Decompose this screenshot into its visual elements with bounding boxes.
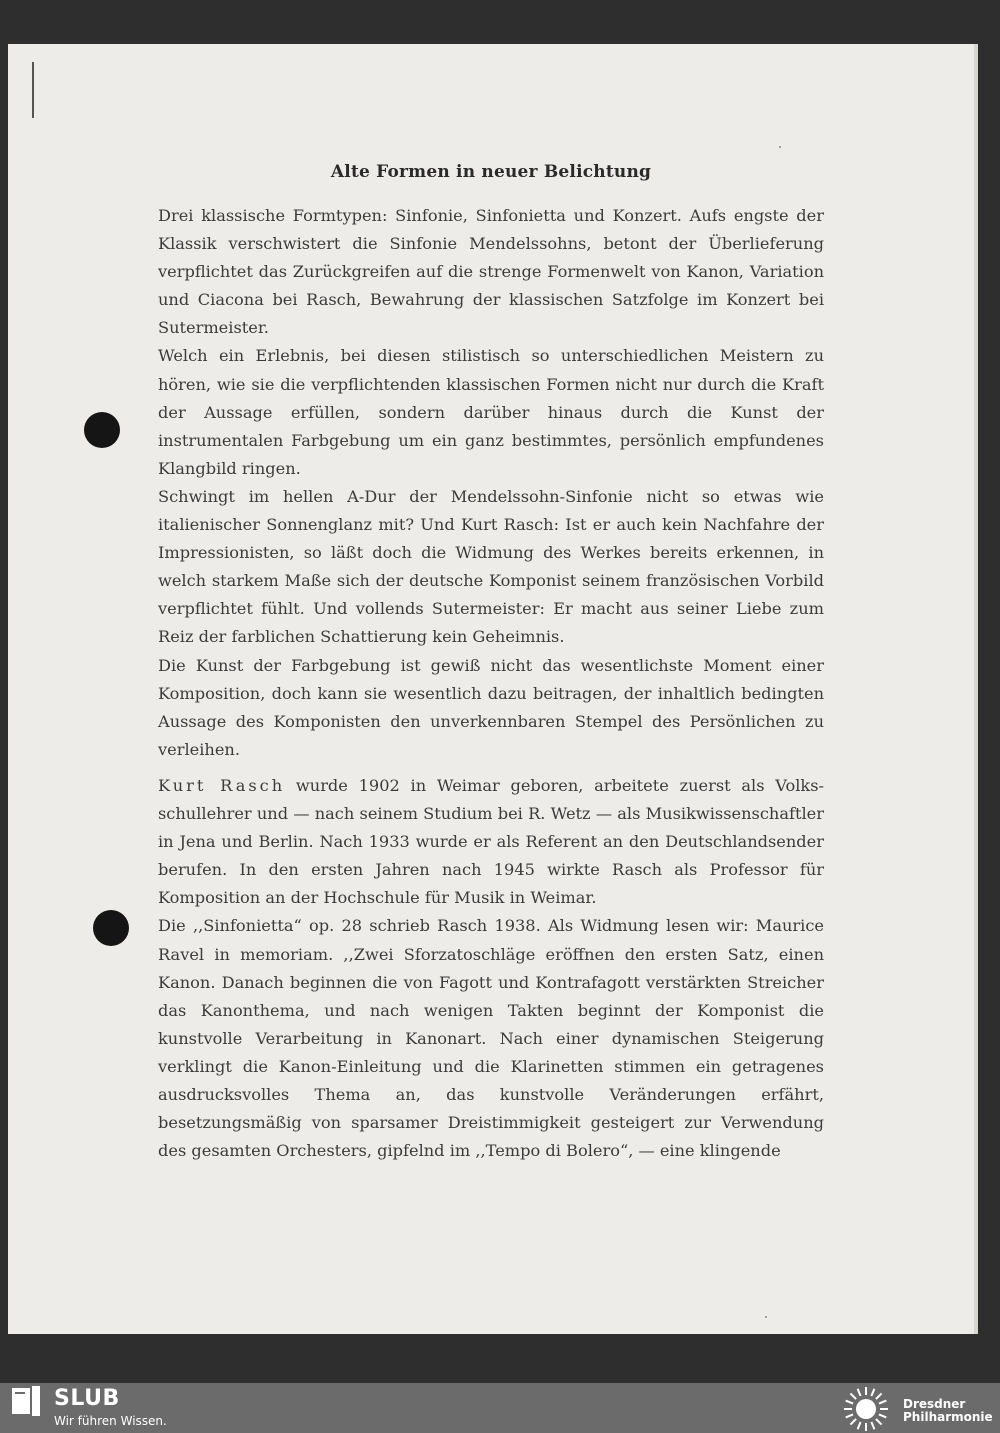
punch-hole-top — [84, 412, 120, 448]
slub-book-icon — [12, 1386, 40, 1416]
rasch-bio-text: wurde 1902 in Weimar geboren, arbeitete zuerst als Volksschullehrer und — nach seinem Studium bei R. Wetz — als Musikwissenschaftler in Jena und Berlin. Nach 1933 wurde er als Referent an den Deutschlandsender berufen. In den ersten Jahren nach 1945 wirkte Rasch als Professor für Komposition an der Hochschule für Musik in Weimar. — [158, 776, 825, 908]
punch-hole-bottom — [93, 910, 129, 946]
intro-text-block — [158, 202, 824, 764]
paragraph-rasch-bio — [158, 772, 824, 912]
philharmonie-sun-icon — [842, 1385, 890, 1433]
paragraph-sinfonietta: Die ,,Sinfonietta“ op. 28 schrieb Rasch 1938. Als Widmung lesen wir: Maurice Ravel in memoriam. ,,Zwei Sforzatoschläge eröffnen den ersten Satz, einen Kanon. Danach beginnen die von Fagott und Kontrafagott verstärkten Streicher das Kanonthema, und nach wenigen Takten beginnt der Komponist die kunstvolle Verarbeitung in Kanonart. Nach einer dynamischen Steigerung verklingt die Kanon-Einleitung und die Klarinetten stimmen ein getragenes ausdrucksvolles Thema an, das kunstvolle Veränderungen erfährt, besetzungsmäßig von sparsamer Dreistimmigkeit gesteigert zur Verwendung des gesamten Orchesters, gipfelnd im ,,Tempo di Bolero“, — eine klingende — [158, 916, 824, 1161]
page-title: Alte Formen in neuer Belichtung — [330, 162, 652, 182]
paragraph-erlebnis: Welch ein Erlebnis, bei diesen stilistisch so unterschiedlichen Meistern zu hören, wie sie die verpflichtenden klassischen Formen nicht nur durch die Kraft der Aussage erfüllen, sondern darüber hinaus durch die Kunst der instrumentalen Farbgebung um ein ganz bestimmtes, persönlich empfundenes Klangbild ringen. — [158, 346, 824, 478]
fold-mark — [32, 62, 34, 118]
composer-name: Kurt Rasch — [158, 776, 286, 795]
slub-logo-name: SLUB — [54, 1386, 120, 1411]
philharmonie-name-line1: Dresdner — [903, 1397, 966, 1411]
page-edge — [974, 44, 978, 1334]
paper-speck — [765, 1316, 767, 1318]
paragraph-formtypen: Drei klassische Formtypen: Sinfonie, Sinfonietta und Konzert. Aufs engste der Klassik verschwistert die Sinfonie Mendelssohns, betont der Überlieferung verpflichtet das Zurückgreifen auf die strenge Formenwelt von Kanon, Variation und Ciacona bei Rasch, Bewahrung der klassischen Satzfolge im Konzert bei Sutermeister. — [158, 206, 824, 338]
paragraph-mendelssohn: Schwingt im hellen A-Dur der Mendelssohn-Sinfonie nicht so etwas wie italienischer Sonnenglanz mit? Und Kurt Rasch: Ist er auch kein Nachfahre der Impressionisten, so läßt doch die Widmung des Werkes bereits erkennen, in welch starkem Maße sich der deutsche Komponist seinem französischen Vorbild verpflichtet fühlt. Und vollends Sutermeister: Er macht aus seiner Liebe zum Reiz der farblichen Schattierung kein Geheimnis. — [158, 486, 824, 647]
paper-speck — [779, 146, 781, 148]
philharmonie-name-line2: Philharmonie — [903, 1410, 993, 1424]
rasch-text-block — [158, 772, 824, 1165]
slub-tagline: Wir führen Wissen. — [54, 1414, 167, 1428]
paragraph-farbgebung: Die Kunst der Farbgebung ist gewiß nicht das wesentlichste Moment einer Komposition, doch kann sie wesentlich dazu beitragen, der inhaltlich bedingten Aussage des Komponisten den unverkennbaren Stempel des Persönlichen zu verleihen. — [158, 655, 824, 759]
